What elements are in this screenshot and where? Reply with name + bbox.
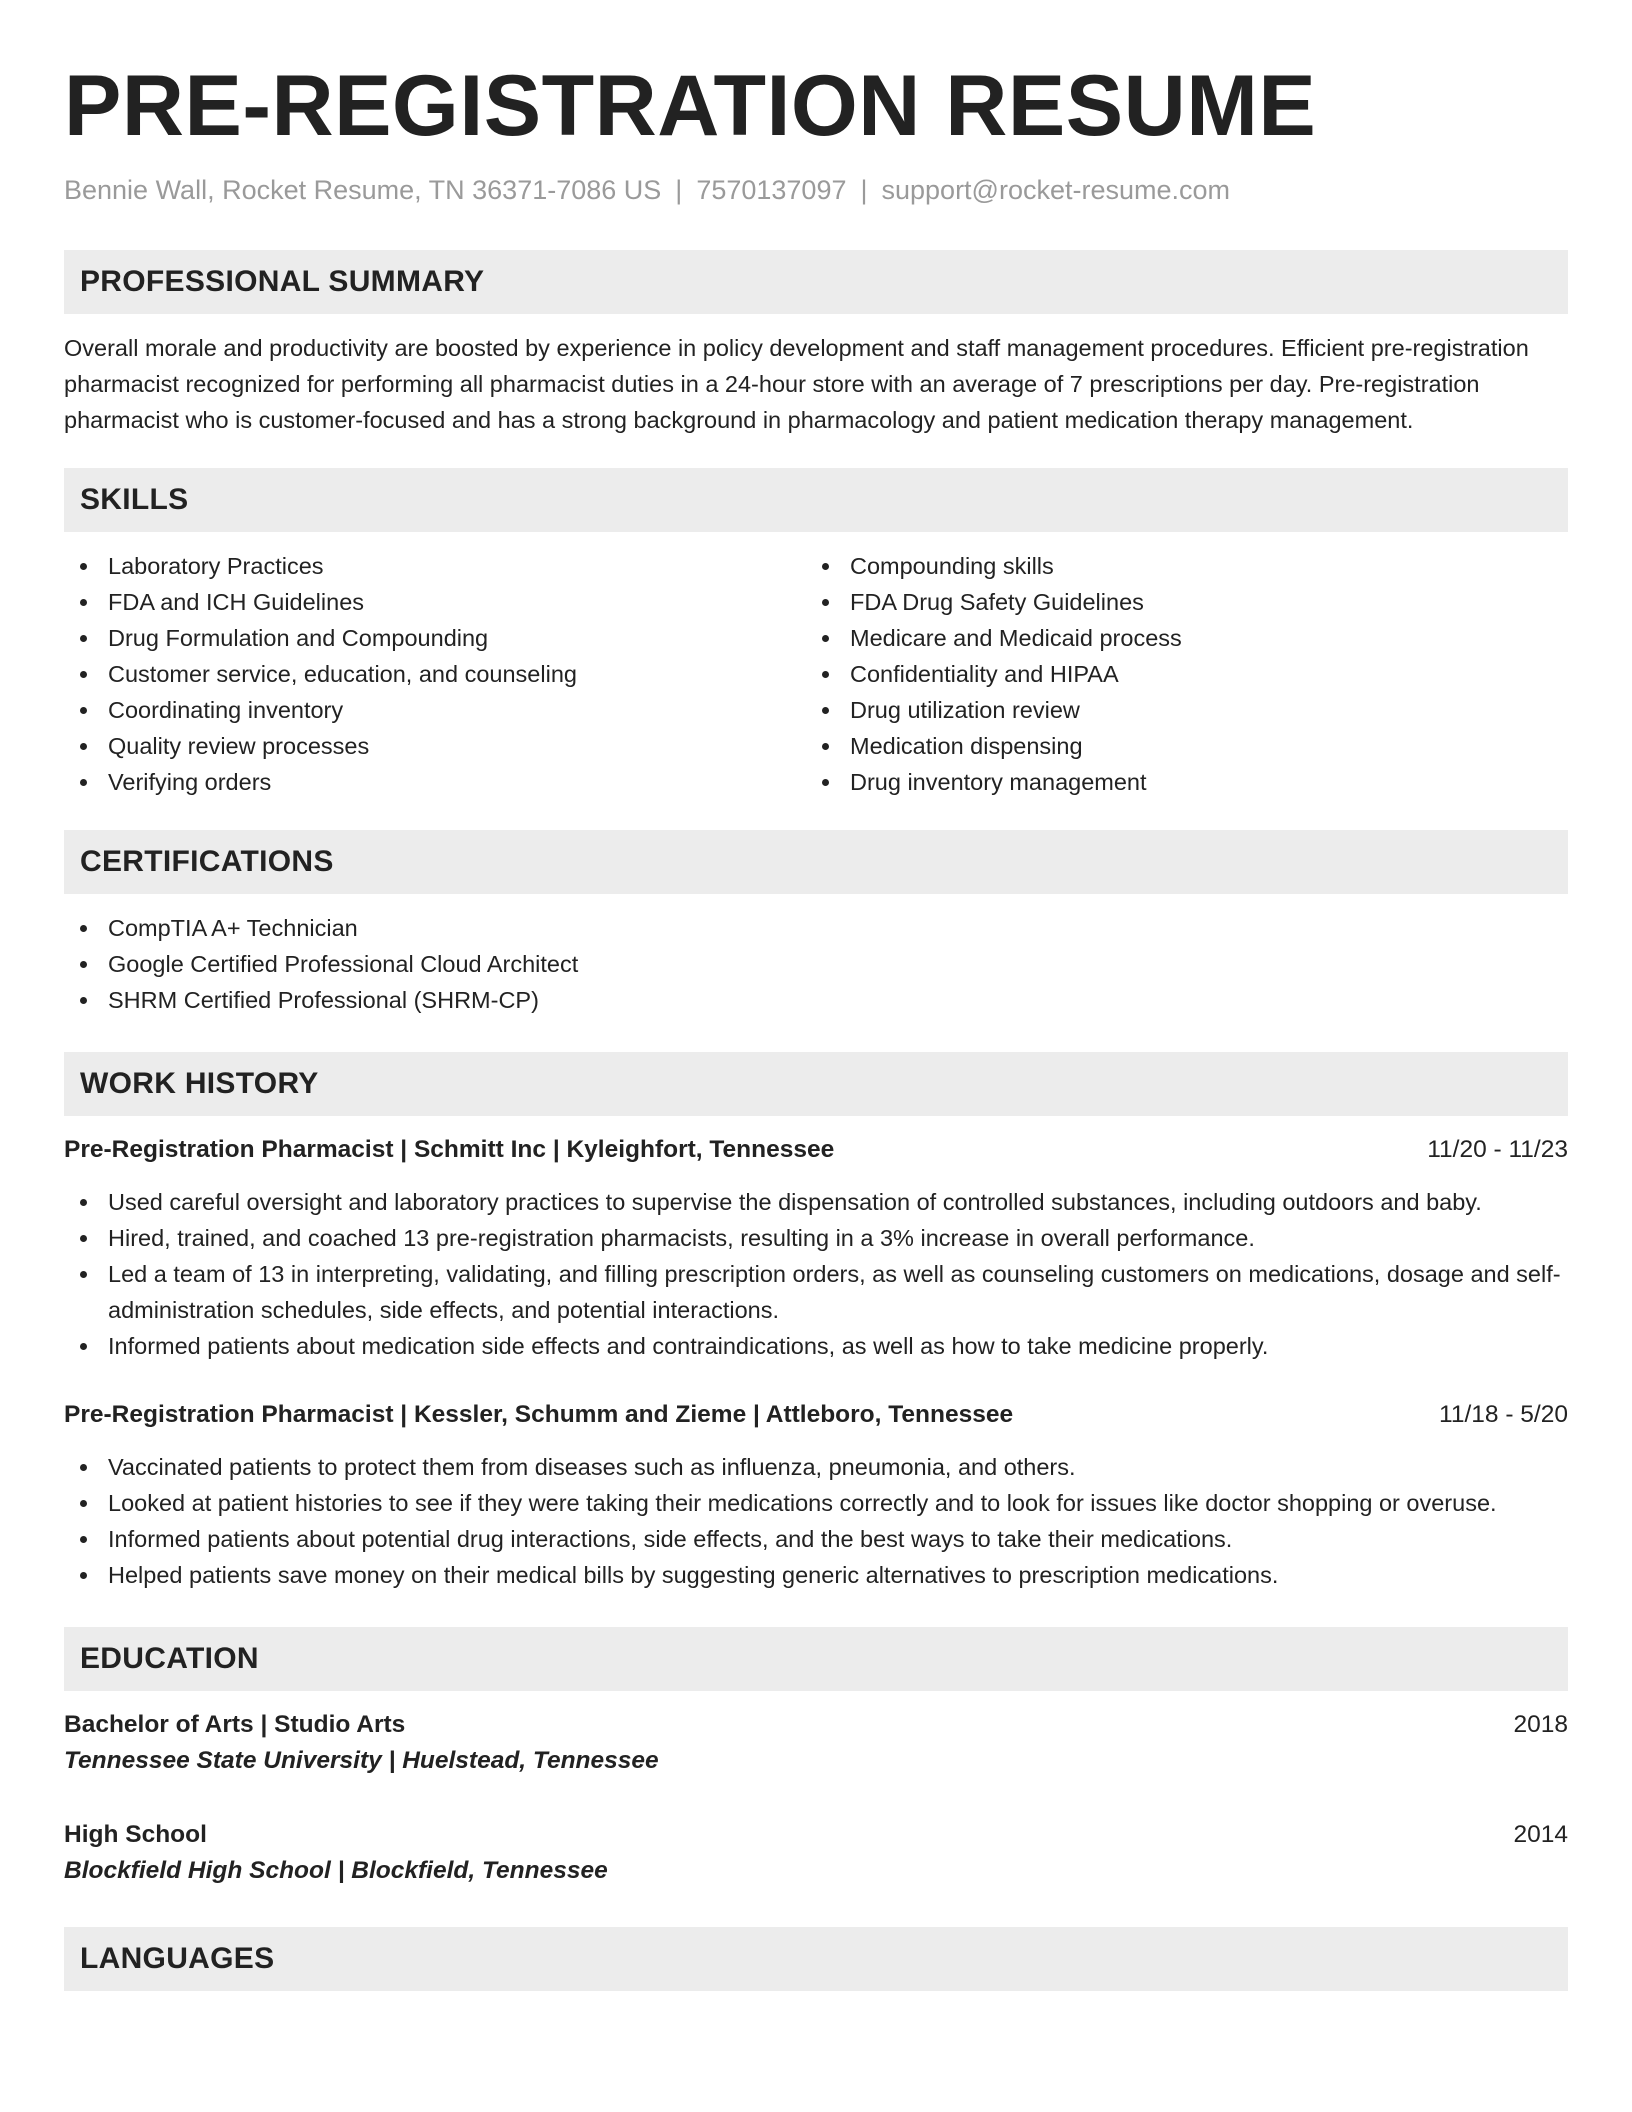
job-title: Pre-Registration Pharmacist | Kessler, Schumm and Zieme | Attleboro, Tennessee — [64, 1401, 1014, 1428]
job-bullet: Helped patients save money on their medical bills by suggesting generic alternatives to prescription medications. — [64, 1557, 1568, 1593]
skill-item: Medication dispensing — [806, 728, 1548, 764]
skill-item: Compounding skills — [806, 548, 1548, 584]
contact-line — [64, 170, 1568, 210]
skill-item: FDA Drug Safety Guidelines — [806, 584, 1548, 620]
skill-item: Confidentiality and HIPAA — [806, 656, 1548, 692]
skill-item: Verifying orders — [64, 764, 806, 800]
skill-item: Drug Formulation and Compounding — [64, 620, 806, 656]
education-year: 2018 — [1513, 1711, 1568, 1738]
certification-item: SHRM Certified Professional (SHRM-CP) — [64, 982, 1568, 1018]
skills-grid — [64, 548, 1568, 800]
resume-title: PRE-REGISTRATION RESUME — [64, 58, 1317, 154]
job-dates: 11/20 - 11/23 — [1427, 1136, 1568, 1163]
job-entry — [64, 1397, 1568, 1593]
education-year: 2014 — [1513, 1821, 1568, 1848]
skill-item: Medicare and Medicaid process — [806, 620, 1548, 656]
contact-address: Bennie Wall, Rocket Resume, TN 36371-7086 US — [64, 175, 662, 205]
job-bullets — [64, 1449, 1568, 1593]
education-entry — [64, 1707, 1568, 1779]
section-header-skills: SKILLS — [64, 468, 1568, 532]
education-school: Blockfield High School | Blockfield, Tennessee — [64, 1857, 608, 1884]
skill-item: FDA and ICH Guidelines — [64, 584, 806, 620]
job-bullets — [64, 1184, 1568, 1364]
job-bullet: Led a team of 13 in interpreting, validating, and filling prescription orders, as well as counseling customers on medications, dosage and self-administration schedules, side effects, and potential interactions. — [64, 1256, 1568, 1328]
skill-item: Drug utilization review — [806, 692, 1548, 728]
skills-list-right — [806, 548, 1548, 800]
section-header-certifications: CERTIFICATIONS — [64, 830, 1568, 894]
job-bullet: Hired, trained, and coached 13 pre-registration pharmacists, resulting in a 3% increase in overall performance. — [64, 1220, 1568, 1256]
section-header-summary: PROFESSIONAL SUMMARY — [64, 250, 1568, 314]
skills-list-left — [64, 548, 806, 800]
resume-page — [64, 0, 1568, 1991]
job-title: Pre-Registration Pharmacist | Schmitt Inc | Kyleighfort, Tennessee — [64, 1136, 835, 1163]
section-header-work-history: WORK HISTORY — [64, 1052, 1568, 1116]
job-entry — [64, 1132, 1568, 1364]
certification-item: Google Certified Professional Cloud Architect — [64, 946, 1568, 982]
education-degree: High School — [64, 1821, 207, 1848]
job-bullet: Informed patients about potential drug interactions, side effects, and the best ways to take their medications. — [64, 1521, 1568, 1557]
contact-separator: | — [675, 175, 683, 205]
certifications-list — [64, 910, 1568, 1018]
education-entry — [64, 1817, 1568, 1889]
summary-text: Overall morale and productivity are boosted by experience in policy development and staff management procedures. Efficient pre-registration pharmacist recognized for performing all pharmacist duties in a 24-hour store with an average of 7 prescriptions per day. Pre-registration pharmacist who is customer-focused and has a strong background in pharmacology and patient medication therapy management. — [64, 335, 1529, 433]
job-header — [64, 1132, 1568, 1168]
section-header-education: EDUCATION — [64, 1627, 1568, 1691]
job-bullet: Informed patients about medication side effects and contraindications, as well as how to take medicine properly. — [64, 1328, 1568, 1364]
skill-item: Drug inventory management — [806, 764, 1548, 800]
job-dates: 11/18 - 5/20 — [1439, 1401, 1568, 1428]
contact-phone: 7570137097 — [696, 175, 847, 205]
education-degree: Bachelor of Arts | Studio Arts — [64, 1711, 406, 1738]
job-bullet: Vaccinated patients to protect them from diseases such as influenza, pneumonia, and others. — [64, 1449, 1568, 1485]
skills-column-right — [806, 548, 1548, 800]
education-school: Tennessee State University | Huelstead, Tennessee — [64, 1747, 659, 1774]
contact-separator: | — [860, 175, 868, 205]
skill-item: Coordinating inventory — [64, 692, 806, 728]
education-header — [64, 1817, 1568, 1853]
skills-column-left — [64, 548, 806, 800]
skill-item: Customer service, education, and counseling — [64, 656, 806, 692]
certification-item: CompTIA A+ Technician — [64, 910, 1568, 946]
skill-item: Quality review processes — [64, 728, 806, 764]
education-header — [64, 1707, 1568, 1743]
job-header — [64, 1397, 1568, 1433]
skill-item: Laboratory Practices — [64, 548, 806, 584]
job-bullet: Used careful oversight and laboratory practices to supervise the dispensation of controlled substances, including outdoors and baby. — [64, 1184, 1568, 1220]
section-header-languages: LANGUAGES — [64, 1927, 1568, 1991]
job-bullet: Looked at patient histories to see if they were taking their medications correctly and to look for issues like doctor shopping or overuse. — [64, 1485, 1568, 1521]
contact-email: support@rocket-resume.com — [881, 175, 1231, 205]
